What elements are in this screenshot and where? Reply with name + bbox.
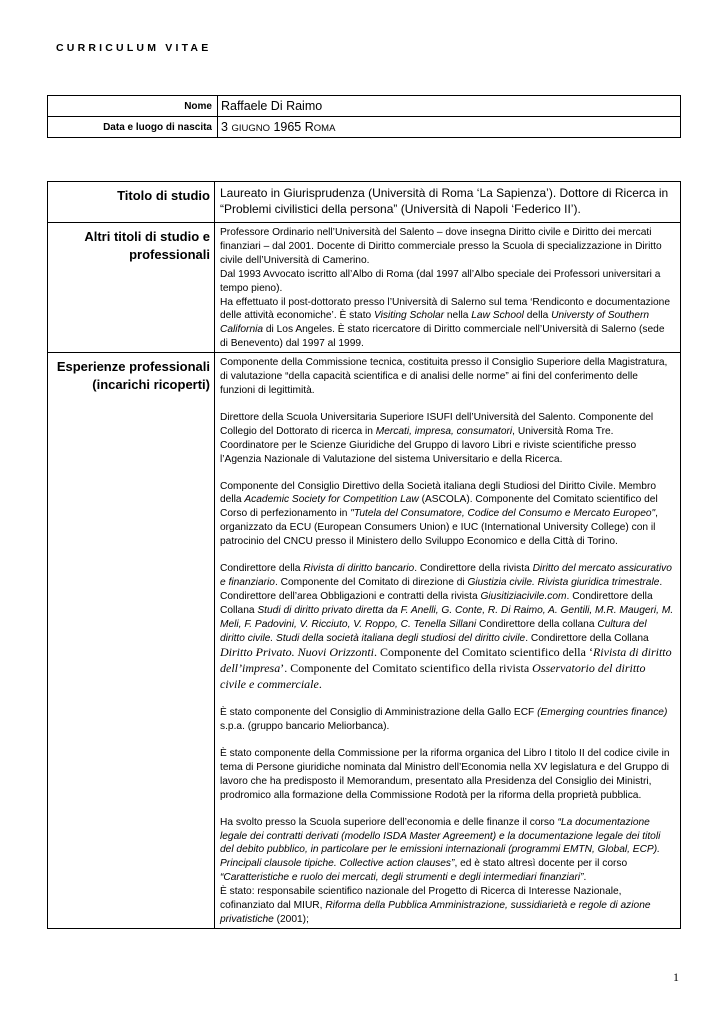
text-run: , organizzato da ECU (European Consumers Union) e IUC (International University College) con il patrocinio del CNCU presso il Ministero dello Sviluppo Economico e della Città di Torino. <box>220 508 658 548</box>
esperienze-paragraph-8 <box>220 885 674 927</box>
name-value: Raffaele Di Raimo <box>218 96 681 117</box>
text-run: . Condirettore della rivista <box>414 563 533 575</box>
italic-run: Law School <box>471 310 524 322</box>
italic-run: Universty of Southern California <box>220 310 650 336</box>
altri-label-line-1: Altri titoli di studio e <box>84 229 210 244</box>
text-run: È stato: responsabile scientifico nazionale del Progetto di Ricerca di Interesse Nazionale, cofinanziato dal MIUR, <box>220 886 622 912</box>
esperienze-label-line-1: Esperienze professionali <box>56 359 210 375</box>
altri-row <box>48 223 681 353</box>
esperienze-paragraph-6: È stato componente della Commissione per la riforma organica del Libro I titolo II del codice civile in tema di Persone giuridiche nominata dal Ministro dell’Economia nella XV legislatura e del Gruppo di lavoro che ha predisposto il Memorandum, presentato alla Presidenza del Consiglio dei Ministri, prodromico alla formazione della Commissione Rodotà per la riforma della proprietà pubblica. <box>220 748 670 801</box>
italic-run: Diritto Privato. Nuovi Orizzonti <box>220 645 375 660</box>
text-run: (2001); <box>273 913 309 925</box>
text-run: . <box>318 677 322 692</box>
birth-label: Data e luogo di nascita <box>48 117 218 138</box>
italic-run: Studi di diritto privato diretta da F. Anelli, G. Conte, R. Di Raimo, A. Gentili, M.R. Maugeri, M. Meli, F. Padovini, V. Ricciuto, V. Roppo, C. Tenella Sillani <box>220 604 674 630</box>
text-run: . Componente del Comitato scientifico della ‘ <box>374 645 593 660</box>
altri-label <box>48 223 215 353</box>
italic-run: Diritto del mercato assicurativo e finanziario <box>220 563 672 588</box>
text-run: . Componente del Comitato di direzione di <box>274 576 468 588</box>
italic-run: Giustizia civile. Rivista giuridica trimestrale <box>467 576 660 588</box>
italic-run: Riforma della Pubblica Amministrazione, sussidiarietà e regole di azione privatistiche <box>220 900 651 925</box>
italic-run: Visiting Scholar <box>374 310 445 322</box>
text-run: Condirettore della collana <box>476 618 598 630</box>
esperienze-paragraph-5 <box>220 706 674 734</box>
italic-run: Osservatorio del diritto civile e commerciale <box>220 661 646 692</box>
text-run: , ed è stato altresì docente per il corso <box>454 858 628 870</box>
esperienze-label <box>48 353 215 929</box>
italic-run: Giusitiziacivile.com <box>480 590 567 602</box>
esperienze-paragraph-4 <box>220 562 674 693</box>
personal-info-table <box>47 95 681 138</box>
titolo-label: Titolo di studio <box>48 182 215 223</box>
text-run: Direttore della Scuola Universitaria Superiore ISUFI dell’Università del Salento. Componente del Collegio del Dottorato di ricerca in <box>220 411 654 437</box>
text-run: , Università Roma Tre. Coordinatore per le Scienze Giuridiche del Gruppo di lavoro Libri e riviste scientifiche presso l’Agenzia Nazionale di Valutazione del sistema Universitario e della Ricerca. <box>220 425 637 465</box>
text-run: . Condirettore della Collana <box>525 632 649 644</box>
esperienze-row <box>48 353 681 929</box>
birth-value <box>218 117 681 138</box>
esperienze-paragraph-7 <box>220 816 674 886</box>
esperienze-content <box>215 353 681 929</box>
name-label: Nome <box>48 96 218 117</box>
titolo-row <box>48 182 681 223</box>
text-run: ’. Componente del Comitato scientifico della rivista <box>280 661 533 676</box>
esperienze-paragraph-3 <box>220 480 674 550</box>
italic-run: Rivista di diritto dell’impresa <box>220 645 672 676</box>
birth-month: GIUGNO <box>231 123 270 134</box>
titolo-text: Laureato in Giurisprudenza (Università di Roma ‘La Sapienza’). Dottore di Ricerca in “Problemi civilistici della persona” (Università di Napoli ‘Federico II’). <box>215 182 681 223</box>
text-run: (ASCOLA). Componente del Comitato scientifico del Corso di perfezionamento in <box>220 494 658 520</box>
text-run: Condirettore della <box>220 563 304 575</box>
italic-run: Academic Society for Competition Law <box>244 494 419 506</box>
text-run: della <box>523 310 552 322</box>
text-run: Componente del Consiglio Direttivo della Società italiana degli Studiosi del Diritto Civile. Membro della <box>220 480 657 506</box>
text-run: Ha effettuato il post-dottorato presso l’Università di Salerno sul tema ‘Rendiconto e documentazione delle attività economiche’. È stato <box>220 296 671 322</box>
text-run: . Condirettore dell’area Obbligazioni e contratti della rivista <box>220 576 663 602</box>
italic-run: Mercati, impresa, consumatori <box>375 425 513 437</box>
text-run: Ha svolto presso la Scuola superiore dell’economia e delle finanze il corso <box>220 816 558 828</box>
serif-run <box>220 645 672 691</box>
italic-run: (Emerging countries finance) <box>537 707 668 719</box>
page-number: 1 <box>673 970 679 984</box>
altri-paragraph-1: Professore Ordinario nell’Università del Salento – dove insegna Diritto civile e Diritto dei mercati finanziari – dal 2001. Docente di Diritto commerciale presso la Scuola di specializzazione in Diritto civile dell’Università di Camerino. <box>220 227 662 266</box>
text-run: di Los Angeles. È stato ricercatore di Diritto commerciale nell’Università di Salerno (sede di Benevento) dal 1997 al 1999. <box>220 324 665 350</box>
birth-city-initial: R <box>304 120 314 134</box>
birth-city-rest: OMA <box>313 123 336 134</box>
italic-run: “La documentazione legale dei contratti derivati (modello ISDA Master Agreement) e la documentazione legale dei titoli del debito pubblico, in particolare per le emissioni internazionali (programmi EMTN, Global, ECP). Principali clausole tipiche. Collective action clauses” <box>220 816 661 870</box>
text-run: s.p.a. (gruppo bancario Meliorbanca). <box>220 721 390 733</box>
altri-paragraph-3 <box>220 296 674 352</box>
cv-sections-table <box>47 181 681 929</box>
altri-paragraph-2: Dal 1993 Avvocato iscritto all’Albo di Roma (dal 1997 all’Albo speciale dei Professori universitari a tempo pieno). <box>220 268 661 294</box>
text-run: . Condirettore della Collana <box>220 590 653 616</box>
name-row <box>48 96 681 117</box>
birth-day: 3 <box>221 120 232 134</box>
document-header: CURRICULUM VITAE <box>56 42 212 54</box>
altri-label-line-2: professionali <box>129 247 210 262</box>
text-run: . <box>583 872 587 884</box>
italic-run: “Caratteristiche e ruolo dei mercati, degli strumenti e degli intermediari finanziari” <box>220 872 584 884</box>
esperienze-paragraph-1: Componente della Commissione tecnica, costituita presso il Consiglio Superiore della Magistratura, di valutazione “della capacità scientifica e di analisi delle norme” ai fini del conferimento delle funzioni di legittimità. <box>220 357 668 396</box>
esperienze-label-line-2: (incarichi ricoperti) <box>92 377 210 393</box>
italic-run: "Tutela del Consumatore, Codice del Consumo e Mercato Europeo" <box>350 508 656 520</box>
italic-run: Cultura del diritto civile. Studi della società italiana degli studiosi del diritto civile <box>220 618 647 644</box>
text-run: È stato componente del Consiglio di Amministrazione della Gallo ECF <box>220 707 538 719</box>
birth-year: 1965 <box>269 120 305 134</box>
text-run: nella <box>444 310 472 322</box>
esperienze-paragraph-2 <box>220 411 674 467</box>
italic-run: Rivista di diritto bancario <box>303 563 415 575</box>
birth-row <box>48 117 681 138</box>
altri-content <box>215 223 681 353</box>
